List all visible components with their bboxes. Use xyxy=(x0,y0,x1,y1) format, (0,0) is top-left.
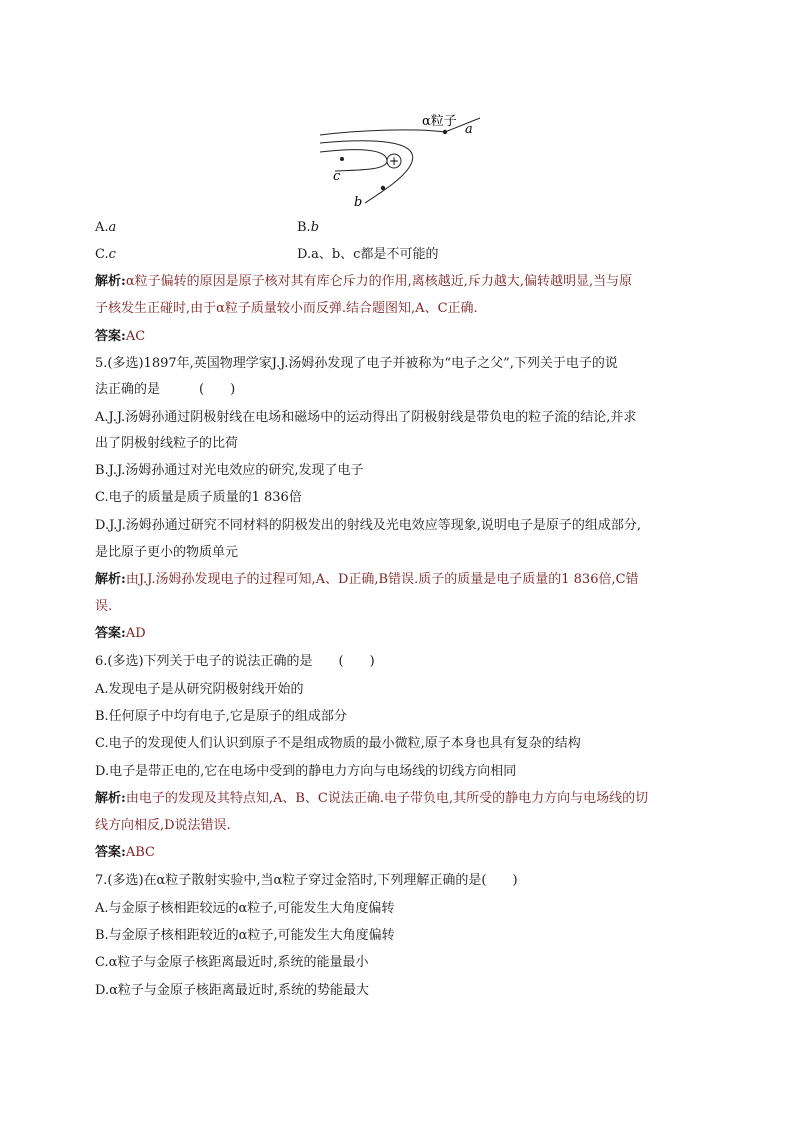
q7-option-c: C.α粒子与金原子核距离最近时,系统的能量最小 xyxy=(95,955,369,970)
q4-option-d: D.a、b、c都是不可能的 xyxy=(297,247,439,262)
q4-option-c-prefix: C. xyxy=(95,247,109,262)
q5-option-b: B.J.J.汤姆孙通过对光电效应的研究,发现了电子 xyxy=(95,463,364,478)
q6-analysis-line-1 xyxy=(95,791,648,807)
path-c-trajectory xyxy=(320,150,387,171)
q4-option-a-text: a xyxy=(108,220,117,235)
q5-stem-line-1: 5.(多选)1897年,英国物理学家J.J.汤姆孙发现了电子并被称为“电子之父”,下列关于电子的说 xyxy=(95,356,618,371)
q4-analysis-line-1 xyxy=(95,274,632,290)
q6-stem: 6.(多选)下列关于电子的说法正确的是 ( ) xyxy=(95,654,375,669)
label-c: c xyxy=(333,169,341,184)
q6-option-b: B.任何原子中均有电子,它是原子的组成部分 xyxy=(95,709,347,724)
q5-option-a-line-2: 出了阴极射线粒子的比荷 xyxy=(95,436,239,451)
q6-option-c: C.电子的发现使人们认识到原子不是组成物质的最小微粒,原子本身也具有复杂的结构 xyxy=(95,736,581,751)
q5-answer xyxy=(95,626,146,642)
particle-dot-b xyxy=(381,186,385,190)
q5-analysis-line-2: 误. xyxy=(95,599,113,614)
q5-analysis-line-1 xyxy=(95,572,639,588)
q6-answer-label: 答案: xyxy=(95,845,126,860)
q4-answer-value: AC xyxy=(125,329,146,344)
nucleus-plus: + xyxy=(388,154,400,168)
q4-option-c-text: c xyxy=(108,247,116,262)
q4-analysis-line-2: 子核发生正碰时,由于α粒子质量较小而反弹.结合题图知,A、C正确. xyxy=(95,301,478,316)
q6-answer xyxy=(95,845,155,861)
q7-option-a: A.与金原子核相距较远的α粒子,可能发生大角度偏转 xyxy=(95,901,395,916)
q5-option-d-line-1: D.J.J.汤姆孙通过研究不同材料的阴极发出的射线及光电效应等现象,说明电子是原子的组成部分, xyxy=(95,518,642,533)
q4-option-row-1 xyxy=(95,220,320,236)
q5-stem-line-2: 法正确的是 ( ) xyxy=(95,382,236,397)
q7-option-b: B.与金原子核相距较近的α粒子,可能发生大角度偏转 xyxy=(95,928,395,943)
q5-answer-label: 答案: xyxy=(95,626,126,641)
q6-analysis-line-2: 线方向相反,D说法错误. xyxy=(95,818,231,833)
q4-analysis-label: 解析: xyxy=(95,274,126,289)
q6-option-d: D.电子是带正电的,它在电场中受到的静电力方向与电场线的切线方向相同 xyxy=(95,764,517,779)
label-b: b xyxy=(354,195,363,210)
alpha-scattering-figure xyxy=(315,108,495,210)
q6-analysis-text-1: 由电子的发现及其特点知,A、B、C说法正确.电子带负电,其所受的静电力方向与电场线的切 xyxy=(125,791,649,806)
q5-analysis-label: 解析: xyxy=(95,572,126,587)
q4-option-b-prefix: B. xyxy=(297,220,311,235)
q4-option-b-text: b xyxy=(310,220,320,235)
q6-answer-value: ABC xyxy=(125,845,155,860)
particle-dot-a xyxy=(443,130,447,134)
q6-analysis-label: 解析: xyxy=(95,791,126,806)
q4-option-c xyxy=(95,247,116,262)
q5-option-d-line-2: 是比原子更小的物质单元 xyxy=(95,545,239,560)
q4-answer xyxy=(95,329,145,345)
q4-analysis-text-1: α粒子偏转的原因是原子核对其有库仑斥力的作用,离核越近,斥力越大,偏转越明显,当与原 xyxy=(125,274,633,289)
q5-analysis-text-1: 由J.J.汤姆孙发现电子的过程可知,A、D正确,B错误.质子的质量是电子质量的1 836倍,C错 xyxy=(125,572,639,587)
q4-answer-label: 答案: xyxy=(95,329,126,344)
particle-dot-c xyxy=(340,157,344,161)
q4-option-row-2 xyxy=(95,247,439,263)
q4-option-a xyxy=(95,220,116,235)
q4-option-a-prefix: A. xyxy=(95,220,109,235)
alpha-particle-label: α粒子 xyxy=(422,114,457,129)
q7-stem: 7.(多选)在α粒子散射实验中,当α粒子穿过金箔时,下列理解正确的是( ) xyxy=(95,873,518,888)
q5-option-a-line-1: A.J.J.汤姆孙通过阴极射线在电场和磁场中的运动得出了阴极射线是带负电的粒子流的结论,并求 xyxy=(95,410,637,425)
q6-option-a: A.发现电子是从研究阴极射线开始的 xyxy=(95,682,304,697)
label-a: a xyxy=(465,122,473,137)
q4-option-b xyxy=(297,220,319,236)
q5-answer-value: AD xyxy=(125,626,146,641)
q5-option-c: C.电子的质量是质子质量的1 836倍 xyxy=(95,490,302,505)
q7-option-d: D.α粒子与金原子核距离最近时,系统的势能最大 xyxy=(95,983,370,998)
